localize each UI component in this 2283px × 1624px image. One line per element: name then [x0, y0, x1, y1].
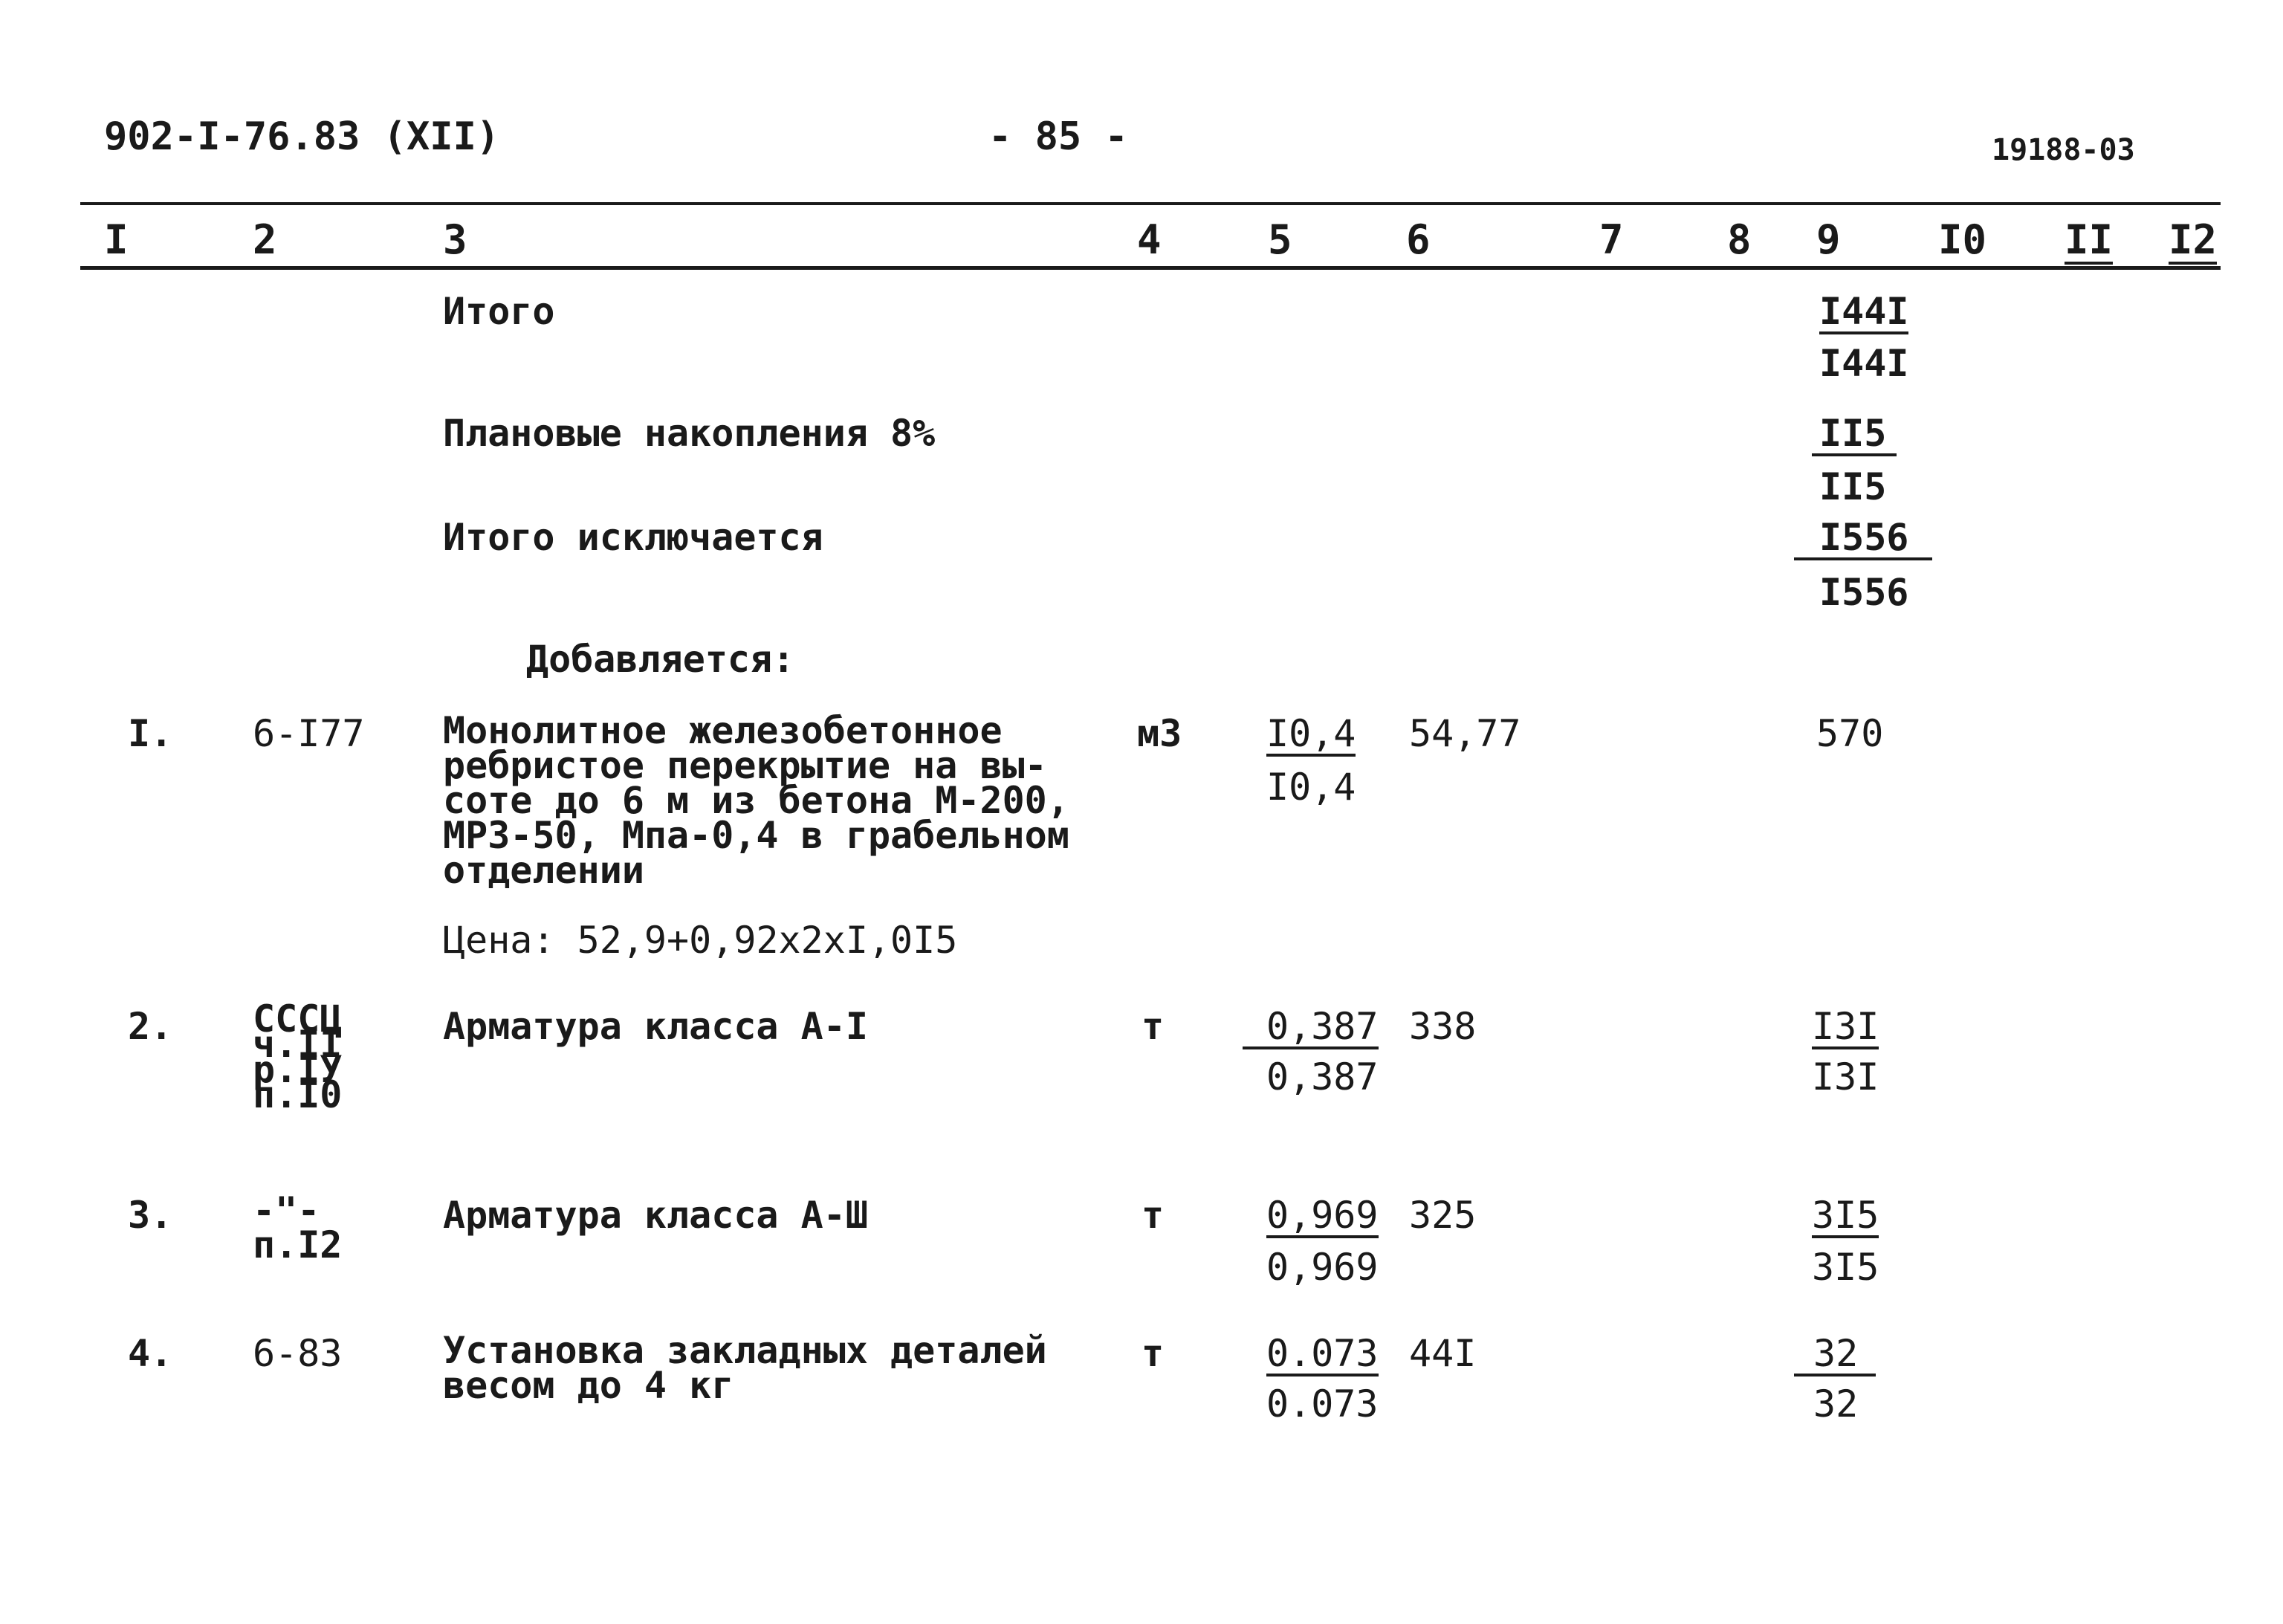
inventory-number: 19188-03: [1992, 133, 2135, 167]
row-unit-price: 338: [1409, 1005, 1477, 1048]
column-header: 7: [1599, 216, 1624, 263]
row-quantity-top: I0,4: [1266, 712, 1356, 755]
row-number: 3.: [128, 1194, 173, 1237]
row-quantity-top: 0.073: [1266, 1332, 1379, 1375]
document-code: 902-I-76.83 (XII): [104, 114, 500, 159]
row-unit: т: [1142, 1332, 1165, 1375]
row-price-note: Цена: 52,9+0,92x2xI,0I5: [443, 919, 958, 962]
row-quantity-bottom: I0,4: [1266, 766, 1356, 809]
row-total-top: I3I: [1812, 1005, 1879, 1048]
row-total-top: 32: [1794, 1335, 1876, 1376]
column-header: 4: [1137, 216, 1162, 263]
summary-value-bottom: I556: [1819, 571, 1909, 614]
row-number: 4.: [128, 1332, 173, 1375]
row-code: СССЦ ч.II р.IУ п.I0: [253, 997, 343, 1116]
row-quantity-bottom: 0,387: [1266, 1055, 1379, 1099]
row-code: 6-I77: [253, 712, 365, 755]
row-quantity-top: 0,969: [1266, 1194, 1379, 1237]
section-title: Добавляется:: [526, 638, 795, 681]
row-quantity-bottom: 0,969: [1266, 1246, 1379, 1289]
summary-value-top: I556: [1794, 519, 1932, 560]
header-top-rule: [80, 202, 2221, 205]
summary-label: Итого: [443, 290, 555, 333]
column-header: 6: [1406, 216, 1431, 263]
row-total-top: 3I5: [1812, 1194, 1879, 1237]
row-description: Арматура класса А-Ш: [443, 1194, 868, 1237]
row-description: Установка закладных деталей весом до 4 кг: [443, 1329, 1047, 1407]
row-total-top: 570: [1816, 712, 1884, 755]
row-unit: м3: [1137, 712, 1182, 755]
row-total-bottom: 3I5: [1812, 1246, 1879, 1289]
row-code: 6-83: [253, 1332, 343, 1375]
summary-value-bottom: II5: [1819, 465, 1887, 508]
column-header: 5: [1268, 216, 1292, 263]
column-header: 2: [253, 216, 277, 263]
summary-label: Итого исключается: [443, 516, 823, 559]
row-unit-price: 54,77: [1409, 712, 1521, 755]
row-quantity-bottom: 0.073: [1266, 1382, 1379, 1426]
row-unit: т: [1142, 1005, 1165, 1048]
summary-value-bottom: I44I: [1819, 342, 1909, 385]
row-number: I.: [128, 712, 173, 755]
summary-value-top: II5: [1812, 415, 1897, 456]
column-header: 8: [1727, 216, 1752, 263]
row-number: 2.: [128, 1005, 173, 1048]
row-total-bottom: I3I: [1812, 1055, 1879, 1099]
column-header: I2: [2169, 216, 2218, 263]
row-unit-price: 325: [1409, 1194, 1477, 1237]
row-total-bottom: 32: [1813, 1382, 1859, 1426]
page-number: - 85 -: [988, 114, 1128, 159]
row-code: -"- п.I2: [253, 1189, 343, 1266]
column-header: 3: [443, 216, 467, 263]
row-description: Монолитное железобетонное ребристое перекрытие на вы- соте до 6 м из бетона М-200, МРЗ-50, Мпа-0,4 в грабельном отделении: [443, 709, 1069, 892]
row-description: Арматура класса А-I: [443, 1005, 868, 1048]
column-header: I: [104, 216, 129, 263]
column-header: 9: [1816, 216, 1841, 263]
summary-value-top: I44I: [1819, 290, 1909, 333]
row-unit: т: [1142, 1194, 1165, 1237]
header-bottom-rule: [80, 266, 2221, 270]
summary-label: Плановые накопления 8%: [443, 412, 936, 455]
column-header: I0: [1938, 216, 1987, 263]
row-quantity-top: 0,387: [1243, 1008, 1379, 1049]
column-header: II: [2065, 216, 2114, 263]
row-unit-price: 44I: [1409, 1332, 1477, 1375]
